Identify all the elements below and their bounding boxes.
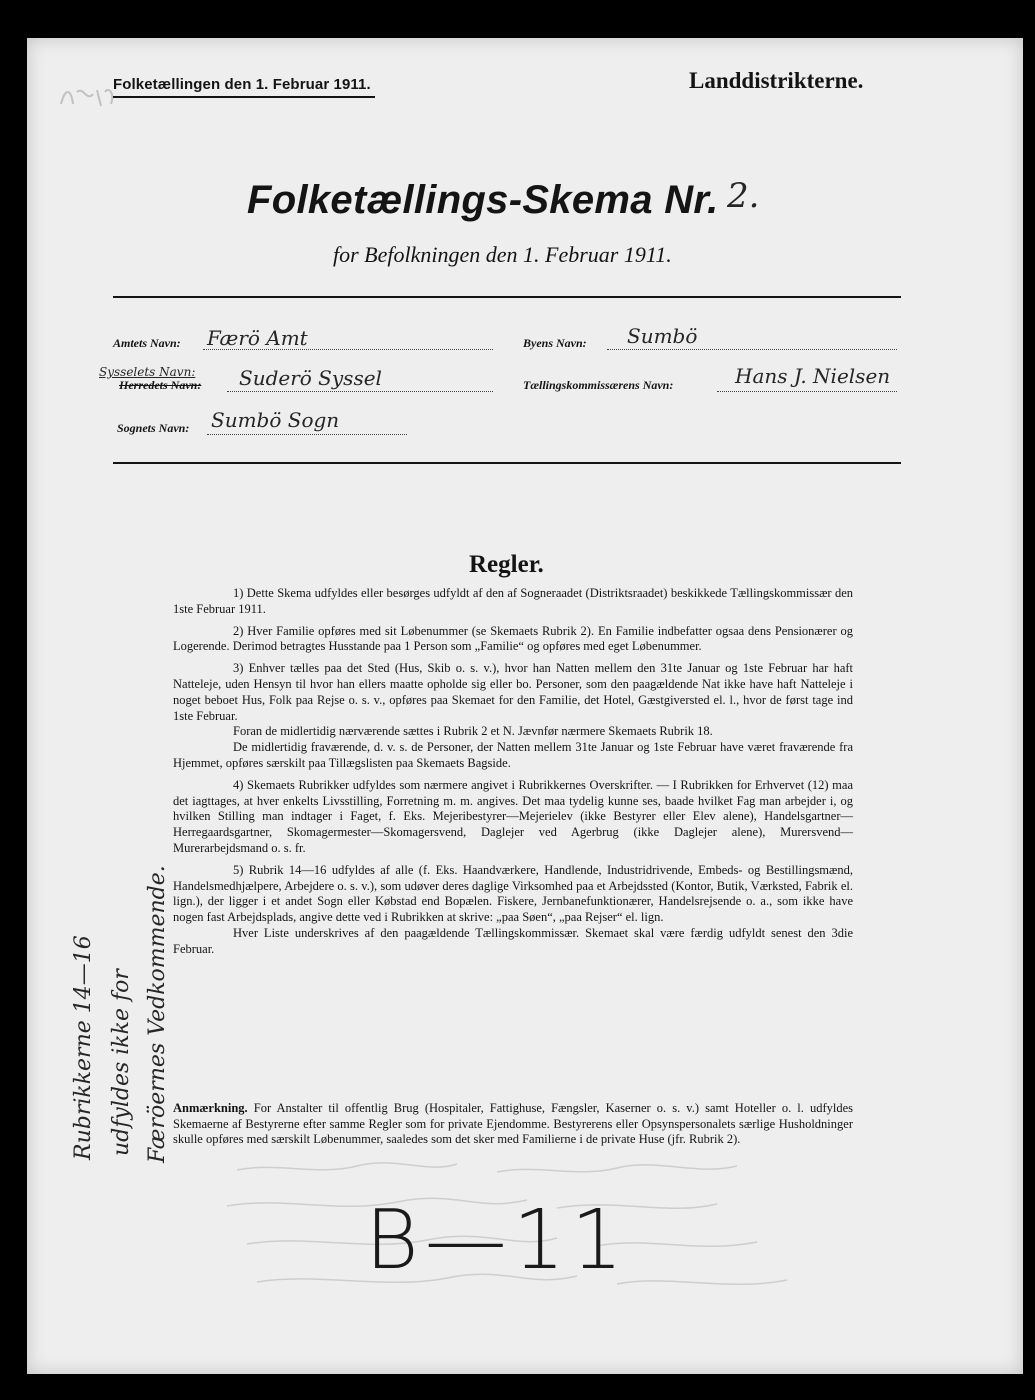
rule-signature: Hver Liste underskrives af den paagældende Tællingskommissær. Skemaet skal være færdig udfyldt senest den 3die Februar. [173,925,853,956]
corner-pencil-mark [57,82,117,110]
sogn-label: Sognets Navn: [117,421,190,435]
byen-label: Byens Navn: [523,336,587,350]
top-rule [113,296,901,298]
sogn-line [207,434,407,435]
sogn-value: Sumbö Sogn [211,408,340,432]
margin-note-line-2: udfyldes ikke for [109,969,134,1156]
census-form-page [27,38,1023,1374]
herred-override-label: Sysselets Navn: [99,365,196,379]
fields-bottom-rule [113,462,901,464]
byen-line [607,349,897,350]
amt-label: Amtets Navn: [113,336,181,350]
herred-value: Suderö Syssel [239,366,382,390]
herred-line [227,391,493,392]
rule-3-temporary-absent: De midlertidig fraværende, d. v. s. de Personer, der Natten mellem 31te Januar og 1ste Februar have været fraværende fra Hjemmet, opføres særskilt paa Tillægslisten paa Skemaets Bagside. [173,740,853,770]
archive-shelf-mark: B—11 [365,1193,630,1288]
rules-heading: Regler. [469,551,544,578]
rule-3: 3) Enhver tælles paa det Sted (Hus, Skib o. s. v.), hvor han Natten mellem den 31te Januar og 1ste Februar har haft Natteleje, uden Hensyn til hvor han ellers maatte opholde sig eller bo. Personer, som den paagældende Nat ikke have haft Natteleje i noget beboet Hus, Folk paa Rejse o. s. v., opføres paa Skemaet for den Familie, det Hotel, Gæstgiversted el. l., hvor de først tage ind 1ste Februar. [173,661,853,723]
form-subtitle: for Befolkningen den 1. Februar 1911. [333,242,672,267]
form-number: 2. [727,176,760,216]
kommissaer-line [717,391,897,392]
district-type-header: Landdistrikterne. [689,68,864,93]
remark-label: Anmærkning. [173,1101,248,1115]
header-underline [113,96,375,98]
margin-note-line-1: Rubrikkerne 14—16 [71,935,96,1160]
amt-value: Færö Amt [207,326,308,350]
rule-5: 5) Rubrik 14—16 udfyldes af alle (f. Eks. Haandværkere, Handlende, Industridrivende, Embeds- og Bestillingsmænd, Handelsmedhjælpere, Arbejdere o. s. v.), som udøver deres daglige Virksomhed paa et Arbejdssted (Kontor, Butik, Værksted, Fabrik el. lign.), der ligger i et andet Sogn eller Købstad end Bopælen. Fiskere, Jernbanefunktionærer, Handelsrejsende o. a., som ikke have nogen fast Arbejdsplads, angive dette ved i Rubrikken at skrive: „paa Søen“, „paa Rejser“ el. lign. [173,862,853,925]
kommissaer-label: Tællingskommissærens Navn: [523,378,674,392]
rule-2: 2) Hver Familie opføres med sit Løbenummer (se Skemaets Rubrik 2). En Familie indbefatter ogsaa dens Pensionærer og Logerende. Derimod betragtes Husstande paa 1 Person som „Familie“ og opføres med eget Løbenummer. [173,623,853,654]
remark-text: For Anstalter til offentlig Brug (Hospitaler, Fattighuse, Fængsler, Kaserner o. s. v.) samt Hoteller o. l. udfyldes Skemaerne af Bestyrerne efter samme Regler som for private Ejendomme. Bestyrerens eller Opsynspersonalets særlige Husholdninger skulle opføres med særskilt Løbenummer, saaledes som det sker med Familierne i de private Huse (jfr. Rubrik 2). [173,1101,853,1146]
form-title: Folketællings-Skema Nr. [247,178,719,222]
remark-block [173,1101,853,1148]
rule-1: 1) Dette Skema udfyldes eller besørges udfyldt af den af Sogneraadet (Distriktsraadet) beskikkede Tællingskommissær den 1ste Februar 1911. [173,586,853,616]
census-date-header: Folketællingen den 1. Februar 1911. [113,76,371,93]
kommissaer-value: Hans J. Nielsen [735,364,891,388]
rules-text [173,586,853,964]
margin-note-line-3: Færöernes Vedkommende. [145,865,170,1163]
herred-struck-label: Herredets Navn: [119,378,202,392]
rule-4: 4) Skemaets Rubrikker udfyldes som nærmere angivet i Rubrikkernes Overskrifter. — I Rubrikken for Erhvervet (12) maa det iagttages, at hver enkelts Livsstilling, Forretning m. m. angives. Det maa tydelig kunne ses, baade hvilket Fag man arbejder i, og hvilken Stilling man indtager i Faget, f. Eks. Mejeribestyrer—Mejerielev (ikke Bestyrer eller Elev alene), Handelsgartner—Herregaardsgartner, Skomagermester—Skomagersvend, Daglejer ved Agerbrug (ikke Daglejer alene), Murersvend—Murerarbejdsmand o. s. fr. [173,777,853,855]
rule-3-temporary-present: Foran de midlertidig nærværende sættes i Rubrik 2 et N. Jævnfør nærmere Skemaets Rubrik 18. [233,724,713,739]
byen-value: Sumbö [627,324,698,348]
